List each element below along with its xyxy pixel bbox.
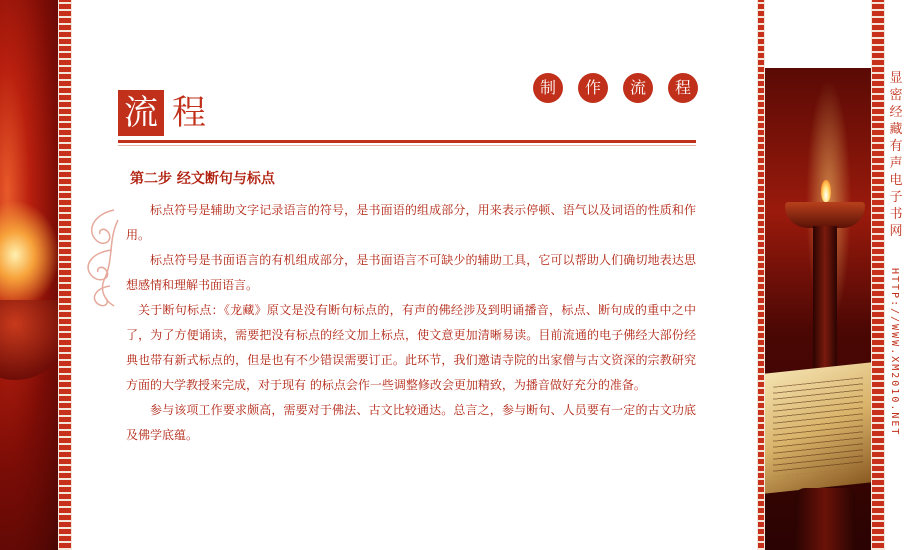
right-fret-border xyxy=(871,0,885,550)
header-divider xyxy=(118,140,696,143)
butter-lamp xyxy=(785,202,865,228)
left-fret-border xyxy=(58,0,72,550)
badge-char: 程 xyxy=(668,73,698,103)
section-badges xyxy=(533,73,698,103)
step-heading: 第二步 经文断句与标点 xyxy=(130,171,275,187)
paragraph: 关于断句标点：《龙藏》原文是没有断句标点的，有声的佛经涉及到明诵播音，标点、断句成的重中之中了，为了方便诵读，需要把没有标点的经文加上标点，使文意更加清晰易读。目前流通的电子佛经大部份经典也带有新式标点的，但是也有不少错误需要订正。此环节，我们邀请寺院的出家僧与古文资深的宗教研究方面的大学教授来完成，对于现有 的标点会作一些调整修改会更加精致，为播音做好充分的准备。 xyxy=(126,303,696,392)
site-url-vertical: HTTP://WWW.XM2010.NET xyxy=(889,268,900,437)
paragraph: 参与该项工作要求颇高，需要对于佛法、古文比较通达。总言之，参与断句、人员要有一定的古文功底及佛学底蕴。 xyxy=(126,403,696,442)
page-title-rest: 程 xyxy=(172,93,206,133)
paragraph: 标点符号是书面语言的有机组成部分，是书面语言不可缺少的辅助工具，它可以帮助人们确切地表达思想感情和理解书面语言。 xyxy=(126,253,696,292)
header-divider-thin xyxy=(118,145,696,146)
right-decorative-image xyxy=(765,68,871,550)
badge-char: 流 xyxy=(623,73,653,103)
badge-char: 作 xyxy=(578,73,608,103)
candle-flame xyxy=(821,180,831,202)
right-fret-border-inner xyxy=(757,0,765,550)
cloud-ornament-icon xyxy=(74,200,120,310)
lamp-stem xyxy=(813,226,837,376)
sutra-text-lines xyxy=(773,377,863,476)
badge-char: 制 xyxy=(533,73,563,103)
lamp-base xyxy=(795,488,855,550)
page-title-first-char: 流 xyxy=(118,90,164,136)
paragraph: 标点符号是辅助文字记录语言的符号，是书面语的组成部分，用来表示停顿、语气以及词语的性质和作用。 xyxy=(126,203,696,242)
site-name-vertical: 显密经藏有声电子书网 xyxy=(889,71,903,239)
candle-glow xyxy=(0,200,60,310)
article-content xyxy=(126,168,696,448)
